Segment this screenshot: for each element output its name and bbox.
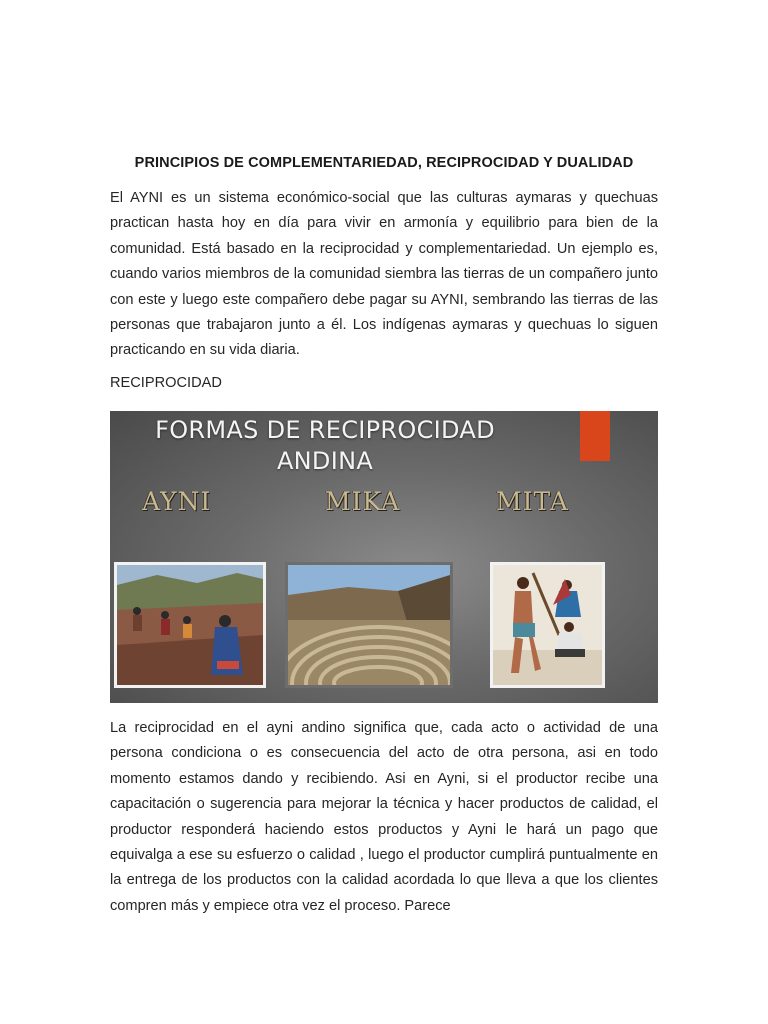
section-heading-reciprocidad: RECIPROCIDAD [110, 375, 222, 391]
slide-heading-line1: FORMAS DE RECIPROCIDAD [155, 416, 495, 444]
paragraph-reciprocity-explanation: La reciprocidad en el ayni andino significa que, cada acto o actividad de una persona condiciona o es consecuencia del acto de otra persona, asi en todo momento estamos dando y recibiendo. Asi en Ayni, si el productor recibe una capacitación o sugerencia para mejorar la técnica y hacer productos de calidad, el productor responderá haciendo estos productos y Ayni le hará un pago que equivalga a ese su esfuerzo o calidad , luego el productor cumplirá puntualmente en la entrega de los productos con la calidad acordada lo que lleva a que los clientes compren más y empiece otra vez el proceso. Parece [110, 720, 658, 914]
document-title: PRINCIPIOS DE COMPLEMENTARIEDAD, RECIPROCIDAD Y DUALIDAD [134, 155, 634, 171]
mita-workers-illustration [490, 562, 605, 688]
slide-accent-bar [580, 411, 610, 461]
slide-label-mika: MIKA [325, 487, 401, 516]
reciprocity-slide-image [110, 411, 658, 703]
slide-heading-line2: ANDINA [276, 447, 374, 475]
slide-label-ayni: AYNI [142, 487, 212, 516]
mika-terraces-photo [285, 562, 453, 688]
paragraph-ayni-intro: El AYNI es un sistema económico-social que las culturas aymaras y quechuas practican hasta hoy en día para vivir en armonía y equilibrio para bien de la comunidad. Está basado en la reciprocidad y complementariedad. Un ejemplo es, cuando varios miembros de la comunidad siembra las tierras de un compañero junto con este y luego este compañero debe pagar su AYNI, sembrando las tierras de las personas que trabajaron junto a él. Los indígenas aymaras y quechuas lo siguen practicando en su vida diaria. [110, 190, 658, 359]
slide-label-mita: MITA [496, 487, 569, 516]
ayni-farmers-photo [114, 562, 266, 688]
